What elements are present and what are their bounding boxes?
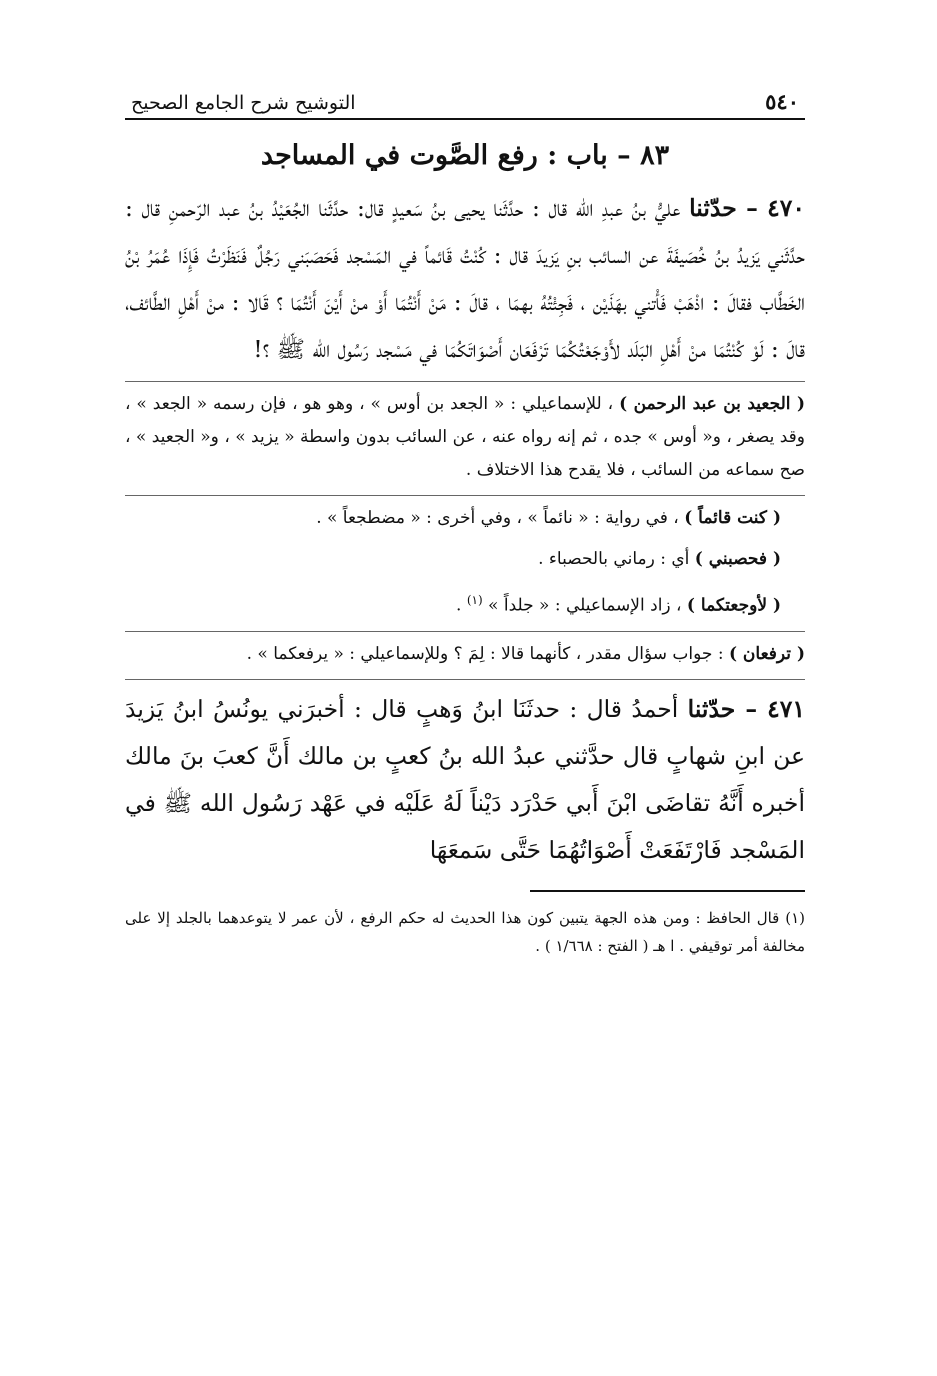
hadith-470	[125, 185, 805, 373]
commentary-text: أي : رماني بالحصباء .	[538, 549, 695, 569]
hadith-471-text: أحمدُ قال : حدثَنَا ابنُ وَهبٍ قال : أخبرَني يونُسُ ابنُ يَزيدَ عن ابنِ شهابٍ قال حدَّثني عبدُ الله بنُ كعبٍ بن مالك أَنَّ كعبَ بنَ مالك أخبره أَنَّهُ تقاضَى ابْنَ أَبي حَدْرَد دَيْناً لَهُ عَلَيْه في عَهْد رَسُول الله ﷺ في المَسْجد فَارْتَفَعَتْ أَصْوَاتُهُمَا حَتَّى سَمعَهَا	[125, 694, 805, 864]
commentary-note	[125, 502, 805, 535]
commentary-note	[125, 543, 805, 576]
footnote-reference: (١)	[466, 593, 483, 607]
commentary-term: ( كنت قائماً )	[684, 508, 781, 528]
section-divider	[125, 631, 805, 632]
commentary-note	[125, 388, 805, 487]
section-divider	[125, 495, 805, 496]
commentary-note	[125, 638, 805, 671]
commentary-text: ، زاد الإسماعيلي : « جلداً »	[482, 595, 687, 616]
commentary-term: ( الجعيد بن عبد الرحمن )	[619, 394, 805, 414]
page-header	[125, 70, 805, 120]
section-divider	[125, 381, 805, 382]
commentary-text: : جواب سؤال مقدر ، كأنهما قالا : لِمَ ؟ وللإسماعيلي : « يرفعكما » .	[246, 643, 729, 664]
hadith-470-number: ٤٧٠ – حدّثنا	[689, 194, 805, 222]
commentary-term: ( ترفعان )	[728, 643, 805, 664]
commentary-text: ، للإسماعيلي : « الجعد بن أوس » ، وهو هو ، فإن رسمه « الجعد » ، وقد يصغر ، و« أوس » جده ، ثم إنه رواه عنه ، عن السائب بدون واسطة « يزيد » ، و« الجعيد » ، صح سماعه من السائب ، فلا يقدح هذا الاختلاف .	[125, 394, 805, 480]
commentary-text: ، في رواية : « نائماً » ، وفي أخرى : « مضطجعاً » .	[316, 508, 685, 528]
footnote: (١) قال الحافظ : ومن هذه الجهة يتبين كون هذا الحديث له حكم الرفع ، لأن عمر لا يتوعدهما بالجلد إلا على مخالفة أمر توقيفي . ا هـ ( الفتح : ١/٦٦٨ ) .	[125, 908, 805, 955]
page-number: ٥٤٠	[765, 89, 799, 114]
commentary-tail: .	[456, 595, 467, 616]
hadith-471-number: ٤٧١ – حدّثنا	[687, 694, 805, 723]
footnote-rule	[530, 890, 805, 892]
commentary-note	[125, 584, 805, 623]
book-page	[125, 70, 805, 960]
hadith-471	[125, 686, 805, 874]
hadith-470-text: عليُّ بنُ عبدِ الله قال : حدَّثَنا يحيى بنُ سَعيدٍ قال: حدَّثَنا الجُعَيْدُ بنُ عبد الرّحمنِ قال : حدَّثَني يَزيدُ بنُ خُصَيفَةَ عن السائب بنِ يَزيدَ قال : كُنْتُ قَائماً في المَسْجد فَحَصَبَني رَجُلٌ فَنَظَرْتُ فَإِذَا عُمَرُ بْنُ الخَطَّاب فقالَ : اذْهَبْ فَأْتني بهَذَيْن ، فَجِئْتُهُ بهمَا ، قالَ : مَنْ أَنْتُمَا أَوْ منْ أَيْنَ أَنْتُمَا ؟ قَالا : منْ أَهْلِ الطَّائف، قالَ : لَوْ كُنْتُمَا منْ أَهْلِ البَلَد لأَوْجَعْتُكُمَا تَرْفَعَان أَصْوَاتَكُمَا في مَسْجد رَسُول الله ﷺ ؟!	[125, 194, 805, 363]
section-divider	[125, 679, 805, 680]
chapter-heading: ٨٣ – باب : رفع الصَّوت في المساجد	[260, 140, 670, 171]
commentary-term: ( فحصبني )	[694, 549, 781, 569]
running-title: التوشيح شرح الجامع الصحيح	[131, 92, 356, 114]
commentary-term: ( لأوجعتكما )	[686, 595, 781, 616]
